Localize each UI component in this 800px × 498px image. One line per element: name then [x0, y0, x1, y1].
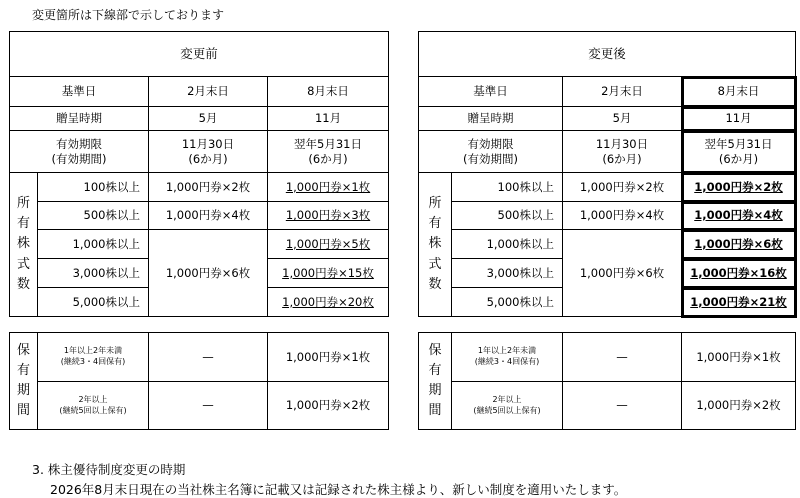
after-hold-period: 2年以上 (継続5回以上保有) [452, 382, 563, 430]
change-note: 変更箇所は下線部で示しております [32, 8, 225, 22]
after-table [418, 31, 796, 317]
before-shares-row: 5,000株以上 [38, 288, 149, 317]
before-hold-feb: — [149, 382, 268, 430]
after-shares-row: 1,000株以上 [452, 230, 563, 259]
before-hold-aug: 1,000円券×1枚 [268, 333, 389, 382]
before-timing-label: 贈呈時期 [10, 107, 149, 131]
after-aug-value: 1,000円券×6枚 [682, 230, 796, 259]
section-text: 2026年8月末日現在の当社株主名簿に記載又は記録された株主様より、新しい制度を適用いたします。 [50, 482, 627, 497]
before-hold-label: 保 有 期 間 [10, 333, 38, 430]
after-shares-row: 100株以上 [452, 173, 563, 202]
after-shares-row: 5,000株以上 [452, 288, 563, 317]
before-shares-row: 3,000株以上 [38, 259, 149, 288]
before-expiry-feb: 11月30日 (6か月) [149, 131, 268, 173]
after-feb-value: 1,000円券×2枚 [563, 173, 682, 202]
before-feb-value: 1,000円券×6枚 [149, 230, 268, 317]
before-timing-aug: 11月 [268, 107, 389, 131]
after-title: 変更後 [419, 32, 796, 77]
before-hold-feb: — [149, 333, 268, 382]
after-header-feb: 2月末日 [563, 77, 682, 107]
after-header-aug: 8月末日 [682, 77, 796, 107]
before-hold-table [9, 332, 389, 430]
before-title: 変更前 [10, 32, 389, 77]
after-hold-aug: 1,000円券×1枚 [682, 333, 796, 382]
before-header-aug: 8月末日 [268, 77, 389, 107]
before-expiry-label: 有効期限 (有効期間) [10, 131, 149, 173]
after-hold-feb: — [563, 333, 682, 382]
before-feb-value: 1,000円券×2枚 [149, 173, 268, 202]
after-expiry-feb: 11月30日 (6か月) [563, 131, 682, 173]
before-header-base-date: 基準日 [10, 77, 149, 107]
after-hold-aug: 1,000円券×2枚 [682, 382, 796, 430]
after-shares-label: 所 有 株 式 数 [419, 173, 452, 317]
before-aug-value: 1,000円券×15枚 [268, 259, 389, 288]
after-aug-value: 1,000円券×21枚 [682, 288, 796, 317]
after-timing-aug: 11月 [682, 107, 796, 131]
after-expiry-aug: 翌年5月31日 (6か月) [682, 131, 796, 173]
after-aug-value: 1,000円券×16枚 [682, 259, 796, 288]
before-aug-value: 1,000円券×20枚 [268, 288, 389, 317]
after-hold-period: 1年以上2年未満 (継続3・4回保有) [452, 333, 563, 382]
before-shares-row: 500株以上 [38, 202, 149, 230]
before-aug-value: 1,000円券×1枚 [268, 173, 389, 202]
before-feb-value: 1,000円券×4枚 [149, 202, 268, 230]
before-aug-value: 1,000円券×5枚 [268, 230, 389, 259]
after-feb-value: 1,000円券×4枚 [563, 202, 682, 230]
before-aug-value: 1,000円券×3枚 [268, 202, 389, 230]
after-timing-label: 贈呈時期 [419, 107, 563, 131]
before-shares-label: 所 有 株 式 数 [10, 173, 38, 317]
after-aug-value: 1,000円券×4枚 [682, 202, 796, 230]
after-shares-row: 500株以上 [452, 202, 563, 230]
after-header-base-date: 基準日 [419, 77, 563, 107]
before-table [9, 31, 389, 317]
after-hold-table [418, 332, 796, 430]
after-expiry-label: 有効期限 (有効期間) [419, 131, 563, 173]
before-shares-row: 100株以上 [38, 173, 149, 202]
before-header-feb: 2月末日 [149, 77, 268, 107]
section-heading: 3. 株主優待制度変更の時期 [32, 462, 186, 477]
before-hold-period: 2年以上 (継続5回以上保有) [38, 382, 149, 430]
after-shares-row: 3,000株以上 [452, 259, 563, 288]
after-hold-feb: — [563, 382, 682, 430]
before-hold-aug: 1,000円券×2枚 [268, 382, 389, 430]
after-aug-value: 1,000円券×2枚 [682, 173, 796, 202]
before-hold-period: 1年以上2年未満 (継続3・4回保有) [38, 333, 149, 382]
before-timing-feb: 5月 [149, 107, 268, 131]
before-expiry-aug: 翌年5月31日 (6か月) [268, 131, 389, 173]
before-shares-row: 1,000株以上 [38, 230, 149, 259]
after-hold-label: 保 有 期 間 [419, 333, 452, 430]
after-feb-value: 1,000円券×6枚 [563, 230, 682, 317]
after-timing-feb: 5月 [563, 107, 682, 131]
